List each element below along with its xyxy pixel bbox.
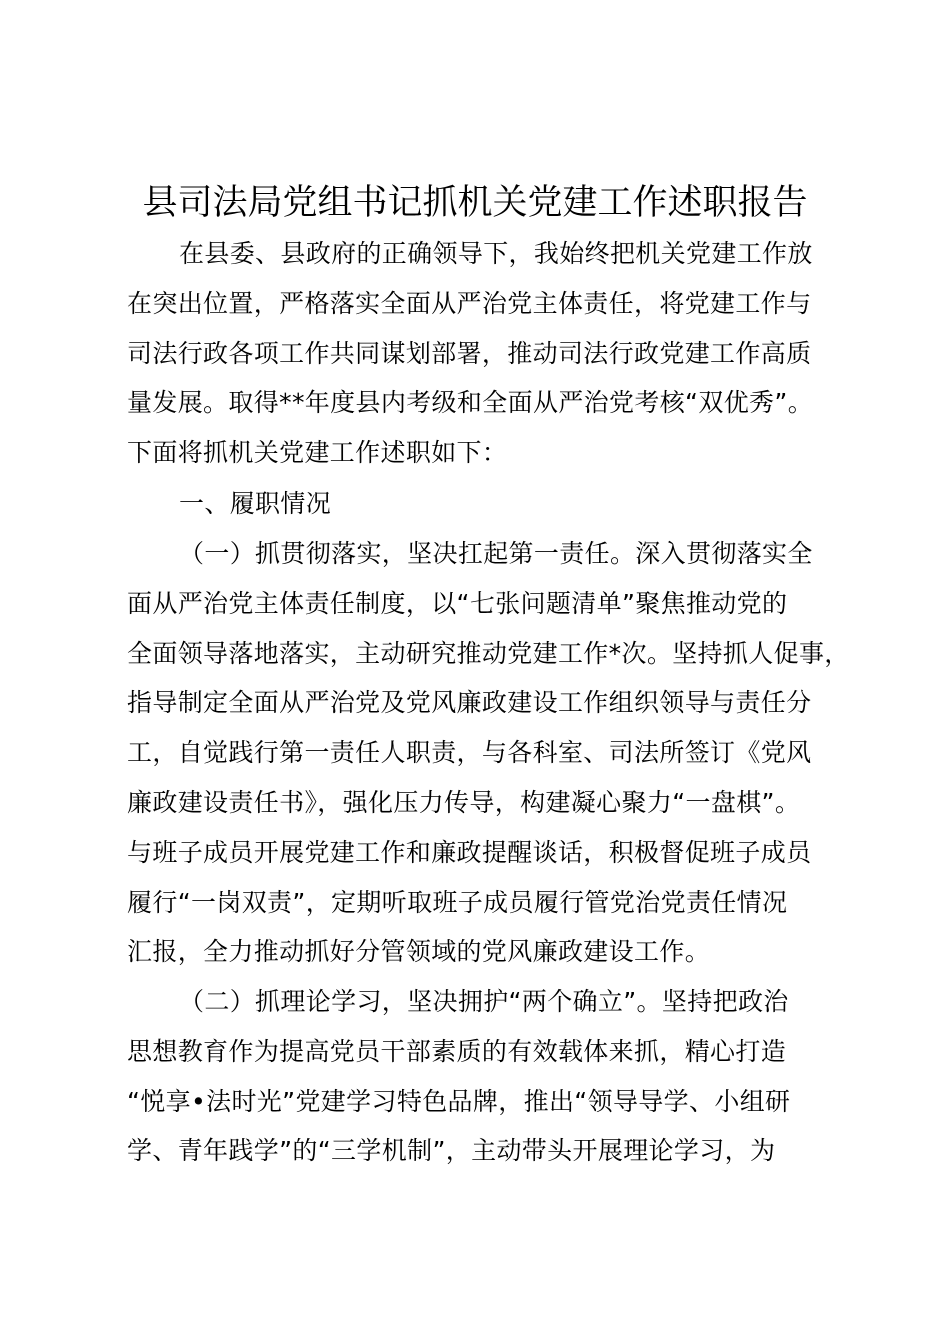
document-title: 县司法局党组书记抓机关党建工作述职报告 — [142, 183, 808, 223]
text-line: 全面领导落地落实，主动研究推动党建工作*次。坚持抓人促事， — [127, 638, 850, 668]
text-line: 下面将抓机关党建工作述职如下： — [127, 438, 508, 468]
text-line: 量发展。取得**年度县内考级和全面从严治党考核“双优秀”。 — [127, 388, 814, 418]
intro-paragraph — [127, 229, 847, 478]
text-line: 与班子成员开展党建工作和廉政提醒谈话，积极督促班子成员 — [127, 837, 812, 867]
text-line: 指导制定全面从严治党及党风廉政建设工作组织领导与责任分 — [127, 688, 812, 718]
text-line: （一）抓贯彻落实，坚决扛起第一责任。深入贯彻落实全 — [179, 539, 813, 568]
text-line: 面从严治党主体责任制度，以“七张问题清单”聚焦推动党的 — [127, 588, 788, 618]
text-line: 思想教育作为提高党员干部素质的有效载体来抓，精心打造 — [127, 1036, 787, 1066]
text-line: 在县委、县政府的正确领导下，我始终把机关党建工作放 — [179, 239, 813, 268]
paragraph-1 — [127, 529, 850, 977]
text-line: 在突出位置，严格落实全面从严治党主体责任，将党建工作与 — [127, 288, 812, 318]
text-line: 学、青年践学”的“三学机制”，主动带头开展理论学习，为 — [127, 1136, 776, 1166]
section-heading-text: 一、履职情况 — [179, 489, 332, 518]
text-line: 廉政建设责任书》，强化压力传导，构建凝心聚力“一盘棋”。 — [127, 787, 801, 817]
text-line: “悦享•法时光”党建学习特色品牌，推出“领导导学、小组研 — [127, 1086, 791, 1116]
text-line: 司法行政各项工作共同谋划部署，推动司法行政党建工作高质 — [127, 338, 812, 368]
paragraph-2 — [127, 977, 847, 1176]
section-heading — [127, 479, 847, 529]
text-line: 工，自觉践行第一责任人职责，与各科室、司法所签订《党风 — [127, 738, 812, 768]
text-line: 汇报，全力推动抓好分管领域的党风廉政建设工作。 — [127, 937, 711, 967]
text-line: 履行“一岗双责”，定期听取班子成员履行管党治党责任情况 — [127, 887, 788, 917]
text-line: （二）抓理论学习，坚决拥护“两个确立”。坚持把政治 — [179, 987, 789, 1016]
